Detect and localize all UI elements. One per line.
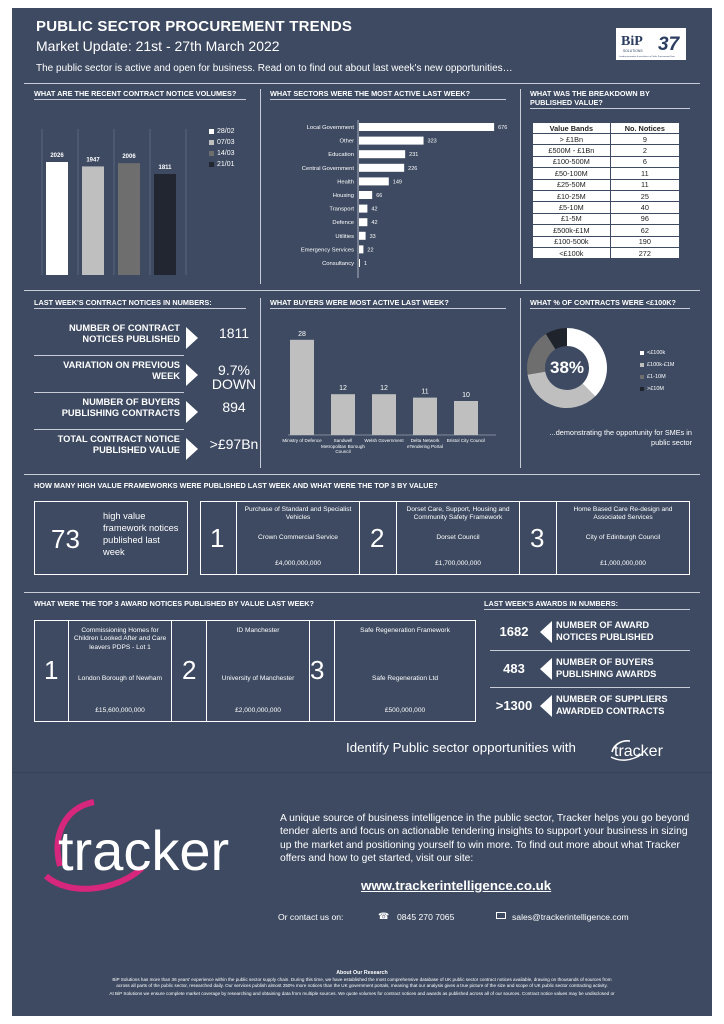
number-label: TOTAL CONTRACT NOTICE PUBLISHED VALUE xyxy=(57,434,180,455)
award-number-label: NUMBER OF SUPPLIERS AWARDED CONTRACTS xyxy=(556,694,668,716)
award-title: Commissioning Homes for Children Looked After and Care leavers PDPS - Lot 1 xyxy=(73,627,167,651)
sector-label: Other xyxy=(339,138,354,145)
frameworks-count-label: high value framework notices published last week xyxy=(103,511,179,557)
value-band-cell: £10-25M xyxy=(533,190,611,201)
framework-value: £1,700,000,000 xyxy=(435,560,481,567)
award-card xyxy=(334,620,476,722)
buyer-label: Bristol City Council xyxy=(446,438,486,443)
framework-value: £4,000,000,000 xyxy=(275,560,321,567)
phone-icon: ☎ xyxy=(378,911,390,921)
legend-swatch xyxy=(640,375,644,379)
arrow-left-icon xyxy=(540,695,552,717)
pct-donut xyxy=(522,323,612,413)
award-rank: 3 xyxy=(310,655,325,685)
about-heading: About Our Research xyxy=(336,970,388,976)
sector-value: 66 xyxy=(376,193,383,199)
arrow-left-icon xyxy=(540,658,552,680)
buyer-bar-value: 12 xyxy=(339,385,347,393)
value-bands-table xyxy=(532,122,680,259)
award-buyer: University of Manchester xyxy=(221,675,295,682)
number-row xyxy=(34,397,246,427)
sector-value: 323 xyxy=(427,138,437,145)
divider xyxy=(24,592,700,593)
tracker-logo-small-text: tracker xyxy=(614,743,663,760)
award-buyer: London Borough of Newham xyxy=(78,675,162,682)
divider xyxy=(520,298,521,468)
buyer-bar-value: 10 xyxy=(462,392,470,399)
number-value: 1811 xyxy=(218,325,250,341)
page-intro: The public sector is active and open for business. Read on to find out about last week's new opportunities… xyxy=(36,63,513,74)
promo-text: A unique source of business intelligence in the public sector, Tracker helps you go beyond tender alerts and focus on actionable tendering insights to support your business in sizing up the market and positioning yourself to win more. To find out more about what Tracker offers and how to get started, visit our site: xyxy=(280,813,690,864)
number-row xyxy=(34,323,250,353)
table-row xyxy=(533,213,680,224)
legend-swatch xyxy=(640,387,644,391)
volume-bar-value: 2006 xyxy=(122,154,136,161)
divider xyxy=(34,429,184,430)
award-buyer: Safe Regeneration Ltd xyxy=(372,675,438,682)
award-title: ID Manchester xyxy=(236,627,280,634)
volume-legend-item xyxy=(209,139,235,146)
pct-caption: ...demonstrating the opportunity for SMEs in public sector xyxy=(549,428,692,447)
table-row xyxy=(533,190,680,201)
buyer-bar xyxy=(331,394,355,435)
legend-label: £1-10M xyxy=(647,374,666,380)
framework-title: Dorset Care, Support, Housing and Community Safety Framework xyxy=(406,506,510,522)
numbers-heading: LAST WEEK'S CONTRACT NOTICES IN NUMBERS: xyxy=(34,298,246,309)
notice-count-cell: 272 xyxy=(610,247,679,258)
framework-rank: 2 xyxy=(370,523,385,553)
notice-count-cell: 2 xyxy=(610,145,679,156)
divider xyxy=(490,687,690,688)
legend-label: 14/03 xyxy=(217,150,235,157)
sectors-heading: WHAT SECTORS WERE THE MOST ACTIVE LAST WEEK? xyxy=(270,89,506,100)
sector-label: Health xyxy=(337,179,354,186)
website-link[interactable]: www.trackerintelligence.co.uk xyxy=(361,878,552,893)
sector-value: 1 xyxy=(364,261,368,267)
legend-label: 21/01 xyxy=(217,161,235,168)
number-value: 9.7% DOWN xyxy=(211,362,257,392)
arrow-right-icon xyxy=(186,438,198,460)
sector-label: Utilities xyxy=(335,233,354,240)
award-number-row xyxy=(490,618,690,648)
buyer-label: Delta Network eTendering Portal xyxy=(406,438,443,449)
notice-count-cell: 40 xyxy=(610,202,679,213)
sector-bar xyxy=(359,150,405,158)
sector-label: Transport xyxy=(329,206,354,213)
col-no-notices: No. Notices xyxy=(610,123,679,134)
pct-legend-item xyxy=(640,350,665,356)
framework-rank: 1 xyxy=(210,523,225,553)
divider xyxy=(24,290,700,291)
buyer-bar xyxy=(290,340,314,435)
about-text-3: At BiP Solutions we ensure complete market coverage by researching and obtaining data from multiple sources. We quote volumes for contract notices and awards as published across all of our sources. Contract notice values may be undisclosed or xyxy=(109,991,615,996)
bands-heading: WHAT WAS THE BREAKDOWN BY PUBLISHED VALUE? xyxy=(530,89,690,109)
buyer-label: Ministry of Defence xyxy=(282,438,322,443)
buyer-bar xyxy=(454,401,478,435)
award-rank: 1 xyxy=(44,655,59,685)
awards-numbers-heading: LAST WEEK'S AWARDS IN NUMBERS: xyxy=(484,599,690,610)
sector-label: Defence xyxy=(332,220,354,227)
sector-value: 42 xyxy=(371,206,378,213)
table-row xyxy=(533,247,680,258)
table-header-row xyxy=(533,123,680,134)
pct-legend-item xyxy=(640,374,666,380)
logo-text-solutions: SOLUTIONS xyxy=(623,49,643,53)
divider xyxy=(34,392,184,393)
legend-label: £100k-£1M xyxy=(647,362,675,368)
legend-label: 28/02 xyxy=(217,128,235,135)
volume-bar-value: 1947 xyxy=(86,157,100,164)
award-number-value: 483 xyxy=(503,661,525,676)
tracker-logo-large-text: tracker xyxy=(58,819,230,882)
table-row xyxy=(533,156,680,167)
sector-label: Education xyxy=(328,152,354,159)
identify-strapline: Identify Public sector opportunities with xyxy=(346,740,576,755)
number-row xyxy=(34,360,257,392)
infographic-panel xyxy=(12,8,712,1016)
framework-title: Home Based Care Re-design and Associated Services xyxy=(573,506,673,522)
col-value-bands: Value Bands xyxy=(533,123,611,134)
value-band-cell: £5-10M xyxy=(533,202,611,213)
award-number-row xyxy=(490,692,690,722)
notice-count-cell: 62 xyxy=(610,225,679,236)
number-value: 894 xyxy=(222,399,246,415)
volume-bar xyxy=(82,166,104,275)
number-label: VARIATION ON PREVIOUS WEEK xyxy=(63,360,180,381)
table-row xyxy=(533,202,680,213)
volume-bar-value: 2026 xyxy=(50,153,64,160)
legend-swatch xyxy=(209,140,214,145)
pct-value: 38% xyxy=(549,358,585,377)
divider xyxy=(490,650,690,651)
legend-label: 07/03 xyxy=(217,139,235,146)
divider xyxy=(24,83,700,84)
sector-bar xyxy=(359,245,363,253)
volume-bar xyxy=(46,162,68,275)
buyer-label: Welsh Government xyxy=(364,438,404,443)
award-number-value: 1682 xyxy=(499,624,529,639)
volume-legend-item xyxy=(209,150,235,157)
notice-count-cell: 11 xyxy=(610,168,679,179)
framework-value: £1,000,000,000 xyxy=(600,560,646,567)
sector-value: 42 xyxy=(371,220,378,227)
frameworks-count: 73 xyxy=(51,524,80,554)
framework-buyer: City of Edinburgh Council xyxy=(585,534,661,541)
award-card xyxy=(206,620,310,722)
value-band-cell: £1-5M xyxy=(533,213,611,224)
framework-card xyxy=(396,501,520,575)
framework-buyer: Crown Commercial Service xyxy=(258,534,338,541)
about-text-1: BiP Solutions has more than 36 years' experience within the public sector supply chain. During this time, we have established the most comprehensive database of UK public sector contract notices available, drawing on thousands of sources from xyxy=(112,977,612,982)
awards-heading: WHAT WERE THE TOP 3 AWARD NOTICES PUBLISHED BY VALUE LAST WEEK? xyxy=(34,599,314,608)
legend-swatch xyxy=(209,162,214,167)
volume-legend-item xyxy=(209,128,235,135)
volume-bar xyxy=(154,174,176,275)
legend-label: >£10M xyxy=(647,386,664,392)
sectors-chart xyxy=(270,118,510,286)
award-title: Safe Regeneration Framework xyxy=(360,627,450,634)
frameworks-heading: HOW MANY HIGH VALUE FRAMEWORKS WERE PUBLISHED LAST WEEK AND WHAT WERE THE TOP 3 BY VALUE? xyxy=(34,481,438,490)
sector-label: Emergency Services xyxy=(300,247,354,254)
sector-value: 33 xyxy=(369,233,376,240)
value-band-cell: > £1Bn xyxy=(533,134,611,145)
value-band-cell: £100-500k xyxy=(533,236,611,247)
bip-solutions-logo xyxy=(616,28,686,60)
arrow-right-icon xyxy=(186,327,198,349)
buyer-bar xyxy=(372,394,396,435)
pct-legend-item xyxy=(640,386,664,392)
logo-text-bip: BiP xyxy=(621,34,643,49)
award-value: £15,600,000,000 xyxy=(95,707,145,714)
buyer-bar-value: 11 xyxy=(421,388,429,396)
arrow-right-icon xyxy=(186,401,198,423)
buyer-label: Sandwell Metropolitan Borough Council xyxy=(321,438,365,455)
divider xyxy=(24,474,700,475)
divider xyxy=(34,355,184,356)
pct-heading: WHAT % OF CONTRACTS WERE <£100K? xyxy=(530,298,690,309)
value-band-cell: £500M - £1Bn xyxy=(533,145,611,156)
award-card xyxy=(68,620,172,722)
sector-label: Consultancy xyxy=(322,261,354,267)
value-band-cell: <£100k xyxy=(533,247,611,258)
sector-bar xyxy=(359,164,404,172)
table-row xyxy=(533,168,680,179)
framework-card xyxy=(556,501,690,575)
table-row xyxy=(533,134,680,145)
notice-count-cell: 9 xyxy=(610,134,679,145)
award-number-label: NUMBER OF BUYERS PUBLISHING AWARDS xyxy=(556,657,657,679)
frameworks-count-box xyxy=(34,501,188,575)
divider xyxy=(260,89,261,284)
sector-bar xyxy=(359,137,424,145)
number-row xyxy=(34,434,259,464)
notice-count-cell: 6 xyxy=(610,156,679,167)
donut-slice xyxy=(528,372,596,408)
value-band-cell: £500k-£1M xyxy=(533,225,611,236)
buyer-bar-value: 12 xyxy=(380,385,388,393)
notice-count-cell: 190 xyxy=(610,236,679,247)
award-number-row xyxy=(490,655,690,685)
sector-value: 226 xyxy=(408,165,418,172)
sector-label: Local Government xyxy=(306,125,354,131)
buyer-bar xyxy=(413,398,437,435)
sector-value: 231 xyxy=(409,152,419,159)
sector-bar xyxy=(359,177,389,185)
framework-title: Purchase of Standard and Specialist Vehicles xyxy=(244,506,352,522)
award-value: £2,000,000,000 xyxy=(235,707,281,714)
notice-count-cell: 11 xyxy=(610,179,679,190)
phone-number[interactable]: 0845 270 7065 xyxy=(397,912,455,922)
sector-bar xyxy=(359,218,367,226)
legend-swatch xyxy=(209,151,214,156)
notice-count-cell: 25 xyxy=(610,190,679,201)
sector-value: 149 xyxy=(392,179,402,186)
table-row xyxy=(533,236,680,247)
value-band-cell: £100-500M xyxy=(533,156,611,167)
sector-label: Central Government xyxy=(301,165,354,172)
divider xyxy=(12,772,712,773)
sector-bar xyxy=(359,232,366,240)
contact-label: Or contact us on: xyxy=(278,912,344,922)
legend-swatch xyxy=(209,129,214,134)
award-rank: 2 xyxy=(182,655,197,685)
sector-label: Housing xyxy=(332,193,354,199)
sector-bar xyxy=(359,123,494,131)
value-band-cell: £25-50M xyxy=(533,179,611,190)
framework-card xyxy=(236,501,360,575)
page-subtitle: Market Update: 21st - 27th March 2022 xyxy=(36,38,280,54)
logo-text-tagline: Leading innovation & excellence in Public Procurement Data xyxy=(619,56,675,58)
sector-value: 676 xyxy=(498,125,508,131)
buyer-bar-value: 28 xyxy=(298,330,306,338)
email-icon xyxy=(496,912,506,919)
about-text-2: across all parts of the public sector, researched daily. Our services publish almost 250% more notices than the UK government portals, meaning that our analysis gives a true picture of the size and scope of UK public sector contracting activity. xyxy=(116,983,608,988)
page-title: PUBLIC SECTOR PROCUREMENT TRENDS xyxy=(36,18,353,35)
number-label: NUMBER OF BUYERS PUBLISHING CONTRACTS xyxy=(61,397,180,418)
arrow-right-icon xyxy=(186,364,198,386)
notice-count-cell: 96 xyxy=(610,213,679,224)
pct-legend-item xyxy=(640,362,675,368)
table-row xyxy=(533,179,680,190)
tracker-logo-large xyxy=(38,796,268,905)
framework-rank: 3 xyxy=(530,523,545,553)
legend-swatch xyxy=(640,363,644,367)
logo-text-37: 37 xyxy=(658,34,680,55)
sector-bar xyxy=(359,205,367,213)
legend-label: <£100k xyxy=(647,350,666,356)
volume-bar-value: 1811 xyxy=(158,165,172,172)
tracker-logo-small xyxy=(608,736,692,767)
legend-swatch xyxy=(640,351,644,355)
number-value: >£97Bn xyxy=(209,436,259,452)
number-label: NUMBER OF CONTRACT NOTICES PUBLISHED xyxy=(68,323,180,344)
framework-buyer: Dorset Council xyxy=(436,534,480,541)
volume-legend-item xyxy=(209,161,235,168)
table-row xyxy=(533,225,680,236)
award-value: £500,000,000 xyxy=(384,707,426,714)
volume-bar xyxy=(118,163,140,275)
sector-bar xyxy=(359,191,372,199)
value-band-cell: £50-100M xyxy=(533,168,611,179)
award-number-label: NUMBER OF AWARD NOTICES PUBLISHED xyxy=(556,620,654,642)
award-number-value: >1300 xyxy=(495,698,533,713)
buyers-heading: WHAT BUYERS WERE MOST ACTIVE LAST WEEK? xyxy=(270,298,506,309)
table-row xyxy=(533,145,680,156)
sector-value: 22 xyxy=(367,247,374,254)
sector-bar xyxy=(359,259,360,267)
arrow-left-icon xyxy=(540,621,552,643)
volumes-heading: WHAT ARE THE RECENT CONTRACT NOTICE VOLUMES? xyxy=(34,89,246,100)
divider xyxy=(520,89,521,284)
email-address[interactable]: sales@trackerintelligence.com xyxy=(512,912,629,922)
